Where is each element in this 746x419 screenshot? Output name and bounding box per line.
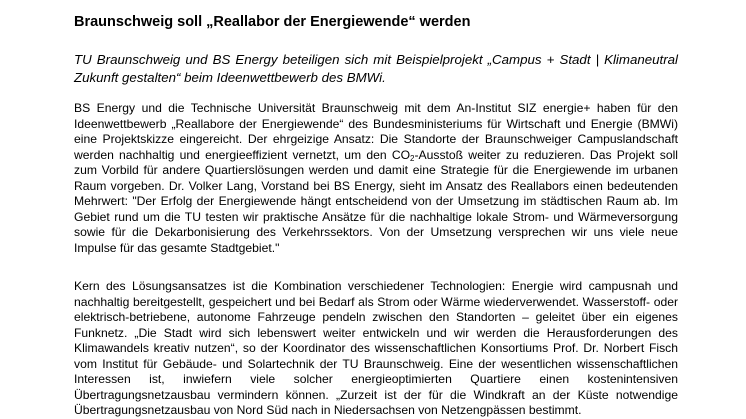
co2-subscript: 2 (410, 153, 415, 163)
article-paragraph-2: Kern des Lösungsansatzes ist die Kombination verschiedener Technologien: Energie wird campusnah und nachhaltig bereitgestellt, gespeichert und bei Bedarf als Strom oder Wärme wiederverwendet. Wasserstoff- oder elektrisch-betriebene, autonome Fahrzeuge pendeln zwischen den Standorten – geleitet über ein eigenes Funknetz. „Die Stadt wird sich lebenswert weiter entwickeln und wir werden die Herausforderungen des Klimawandels kreativ nutzen“, so der Koordinator des wissenschaftlichen Konsortiums Prof. Dr. Norbert Fisch vom Institut für Gebäude- und Solartechnik der TU Braunschweig. Eine der wesentlichen wissenschaftlichen Interessen ist, inwiefern viele solcher energieoptimierten Quartiere einen kostenintensiven Übertragungsnetzausbau vermindern können. „Zurzeit ist der für die Windkraft an der Küste notwendige Übertragungsnetzausbau von Nord Süd nach in Niedersachsen von Netzengpässen bestimmt. (74, 279, 678, 417)
paragraph-1-text-start: BS Energy und die Technische Universität Braunschweig mit dem An-Institut SIZ energie+ haben für den Ideenwettbewerb „Reallabore der Energiewende“ des Bundesministeriums für Wirtschaft und Energie (BMWi) eine Projektskizze eingereicht. Der ehrgeizige Ansatz: Die Standorte der Braunschweiger Campuslandschaft werden nachhaltig und energieeffizient vernetzt, um den CO (74, 101, 678, 162)
article-lead: TU Braunschweig und BS Energy beteiligen sich mit Beispielprojekt „Campus + Stadt | Klimaneutral Zukunft gestalten“ beim Ideenwettbewerb des BMWi. (74, 52, 678, 85)
article-paragraph-1 (74, 101, 678, 256)
paragraph-1-text-end: -Ausstoß weiter zu reduzieren. Das Projekt soll zum Vorbild für andere Quartierslösungen werden und damit eine Strategie für die Energiewende im urbanen Raum vorgeben. Dr. Volker Lang, Vorstand bei BS Energy, sieht im Ansatz des Reallabors einen bedeutenden Mehrwert: "Der Erfolg der Energiewende hängt entscheidend von der Umsetzung im städtischen Raum ab. Im Gebiet rund um die TU testen wir praktische Ansätze für die nachhaltige lokale Strom- und Wärmeversorgung sowie für die Dekarbonisierung des Verkehrssektors. Von der Umsetzung versprechen wir uns viele neue Impulse für das gesamte Stadtgebiet." (74, 147, 678, 255)
article-title: Braunschweig soll „Reallabor der Energiewende“ werden (74, 14, 471, 30)
